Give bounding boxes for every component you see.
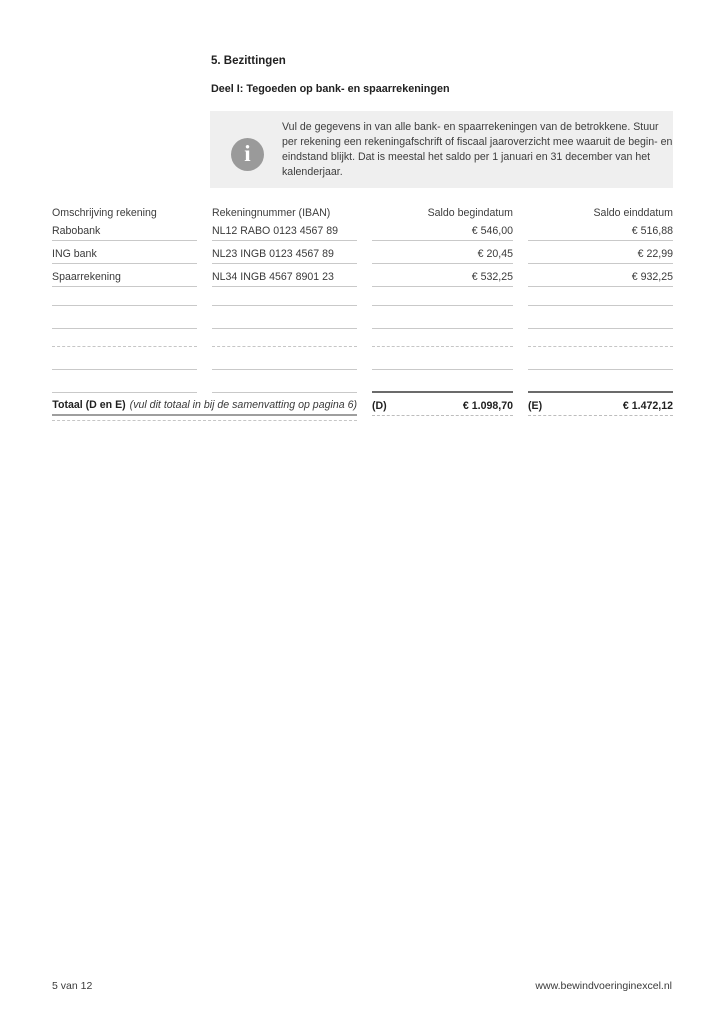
empty-cell — [52, 307, 197, 329]
cell-saldo-eind: € 22,99 — [528, 242, 673, 264]
empty-cell — [372, 330, 513, 347]
cell-description: Spaarrekening — [52, 265, 197, 287]
empty-cell — [212, 348, 357, 370]
empty-cell — [372, 307, 513, 329]
empty-cell — [372, 288, 513, 306]
total-code-e: (E) — [528, 400, 543, 412]
info-box — [210, 111, 673, 188]
empty-cell — [528, 288, 673, 306]
header-saldo-einddatum: Saldo einddatum — [593, 207, 673, 219]
empty-cell — [212, 330, 357, 347]
part-title: Deel I: Tegoeden op bank- en spaarrekeningen — [211, 83, 450, 95]
table-row — [52, 242, 673, 264]
cell-iban: NL12 RABO 0123 4567 89 — [212, 219, 357, 241]
cell-saldo-begin: € 20,45 — [372, 242, 513, 264]
empty-cell — [52, 348, 197, 370]
cell-description: Rabobank — [52, 219, 197, 241]
total-label — [52, 394, 357, 416]
total-label-bold: Totaal (D en E) — [52, 399, 126, 411]
cell-saldo-eind: € 516,88 — [528, 219, 673, 241]
empty-cell — [528, 307, 673, 329]
cell-saldo-eind: € 932,25 — [528, 265, 673, 287]
total-value-eind: € 1.472,12 — [622, 400, 673, 412]
empty-cell — [528, 330, 673, 347]
table-row — [52, 219, 673, 241]
empty-table-row — [52, 348, 673, 370]
empty-cell — [212, 371, 357, 393]
empty-cell — [528, 371, 673, 393]
info-box-text: Vul de gegevens in van alle bank- en spaarrekeningen van de betrokkene. Stuur per rekening een rekeningafschrift of fiscaal jaaroverzicht mee waaruit de begin- en eindstand blijkt. Dat is meestal het saldo per 1 januari en 31 december van het kalenderjaar. — [282, 121, 673, 178]
cell-saldo-begin: € 546,00 — [372, 219, 513, 241]
empty-cell — [52, 288, 197, 306]
cell-iban: NL23 INGB 0123 4567 89 — [212, 242, 357, 264]
table-header-row — [52, 202, 673, 219]
total-double-underline — [52, 420, 357, 421]
info-icon-glyph: i — [244, 141, 251, 166]
empty-table-row — [52, 288, 673, 306]
empty-cell — [212, 307, 357, 329]
empty-cell — [212, 288, 357, 306]
empty-table-row — [52, 307, 673, 329]
website-link[interactable]: www.bewindvoeringinexcel.nl — [535, 980, 672, 992]
empty-table-row — [52, 371, 673, 393]
cell-iban: NL34 INGB 4567 8901 23 — [212, 265, 357, 287]
header-iban: Rekeningnummer (IBAN) — [212, 207, 331, 219]
empty-cell — [52, 371, 197, 393]
empty-cell — [528, 348, 673, 370]
total-saldo-eind — [528, 394, 673, 416]
total-saldo-begin — [372, 394, 513, 416]
total-value-begin: € 1.098,70 — [462, 400, 513, 412]
header-saldo-begindatum: Saldo begindatum — [427, 207, 513, 219]
page-number: 5 van 12 — [52, 980, 93, 992]
table-row — [52, 265, 673, 287]
cell-description: ING bank — [52, 242, 197, 264]
total-code-d: (D) — [372, 400, 387, 412]
total-label-note: (vul dit totaal in bij de samenvatting op pagina 6) — [129, 399, 357, 411]
cell-saldo-begin: € 532,25 — [372, 265, 513, 287]
info-icon — [231, 138, 264, 171]
empty-cell — [52, 330, 197, 347]
empty-cell — [372, 348, 513, 370]
total-row — [52, 394, 673, 416]
header-omschrijving: Omschrijving rekening — [52, 207, 157, 219]
empty-cell — [372, 371, 513, 393]
empty-table-row — [52, 330, 673, 347]
section-title: 5. Bezittingen — [211, 55, 286, 67]
